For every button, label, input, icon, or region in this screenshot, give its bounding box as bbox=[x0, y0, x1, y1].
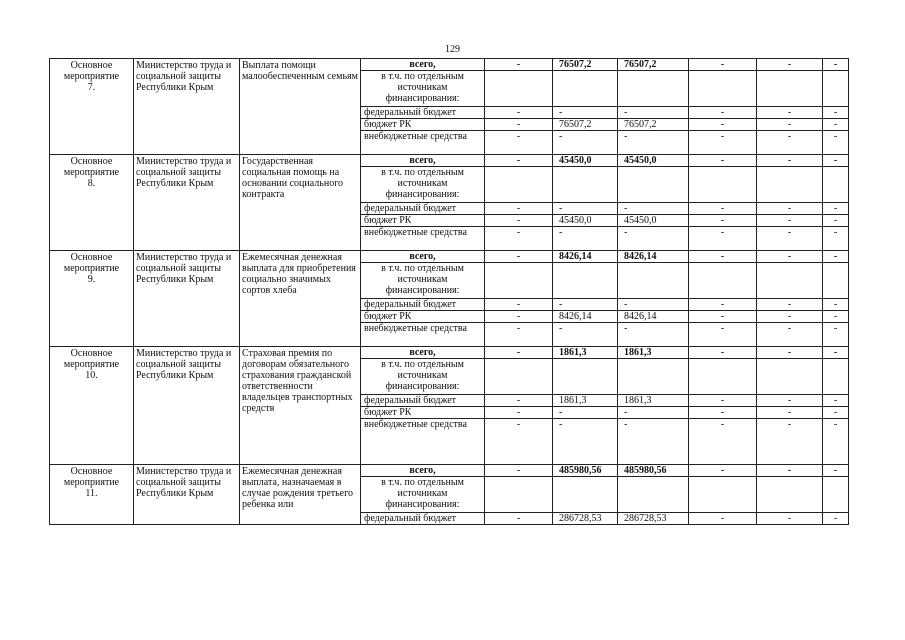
value-cell: - bbox=[823, 203, 849, 215]
value-cell: - bbox=[823, 131, 849, 155]
responsible-executor-cell: Министерство труда и социальной защиты Республики Крым bbox=[134, 155, 240, 251]
value-cell: - bbox=[618, 227, 689, 251]
value-cell: - bbox=[823, 119, 849, 131]
value-cell: - bbox=[689, 107, 757, 119]
value-cell bbox=[553, 71, 618, 107]
table-row bbox=[50, 347, 849, 359]
value-cell: - bbox=[485, 347, 553, 359]
funding-source-label: внебюджетные средства bbox=[361, 227, 485, 251]
value-cell: - bbox=[485, 299, 553, 311]
value-cell: - bbox=[689, 419, 757, 465]
event-line: 11. bbox=[85, 488, 98, 499]
funding-source-label: всего, bbox=[361, 155, 485, 167]
value-cell bbox=[689, 359, 757, 395]
value-cell: - bbox=[757, 227, 823, 251]
funding-source-label: бюджет РК bbox=[361, 215, 485, 227]
value-cell: - bbox=[823, 251, 849, 263]
value-cell: - bbox=[757, 215, 823, 227]
funding-source-label: в т.ч. по отдельным источникам финансирования: bbox=[361, 71, 485, 107]
value-cell: 1861,3 bbox=[553, 347, 618, 359]
value-cell bbox=[689, 477, 757, 513]
value-cell: - bbox=[689, 311, 757, 323]
funding-source-label: в т.ч. по отдельным источникам финансирования: bbox=[361, 263, 485, 299]
value-cell: - bbox=[618, 203, 689, 215]
value-cell: - bbox=[757, 465, 823, 477]
value-cell: - bbox=[823, 395, 849, 407]
value-cell bbox=[618, 167, 689, 203]
value-cell: - bbox=[485, 407, 553, 419]
value-cell: - bbox=[618, 107, 689, 119]
event-description-cell: Выплата помощи малообеспеченным семьям bbox=[240, 59, 361, 155]
value-cell: - bbox=[618, 419, 689, 465]
value-cell: 1861,3 bbox=[618, 395, 689, 407]
event-line: мероприятие bbox=[63, 167, 120, 178]
value-cell: 1861,3 bbox=[618, 347, 689, 359]
value-cell: 76507,2 bbox=[618, 119, 689, 131]
value-cell: - bbox=[485, 131, 553, 155]
budget-table bbox=[49, 58, 849, 525]
value-cell bbox=[618, 359, 689, 395]
value-cell: - bbox=[689, 395, 757, 407]
event-cell bbox=[50, 465, 134, 525]
value-cell: - bbox=[823, 419, 849, 465]
table-row bbox=[50, 59, 849, 71]
funding-source-label: в т.ч. по отдельным источникам финансирования: bbox=[361, 359, 485, 395]
event-line: Основное bbox=[70, 466, 113, 477]
value-cell: - bbox=[485, 323, 553, 347]
value-cell bbox=[553, 359, 618, 395]
value-cell: - bbox=[485, 465, 553, 477]
value-cell: - bbox=[485, 227, 553, 251]
value-cell: - bbox=[757, 203, 823, 215]
value-cell: - bbox=[757, 251, 823, 263]
value-cell: 286728,53 bbox=[618, 513, 689, 525]
value-cell: - bbox=[553, 203, 618, 215]
value-cell: - bbox=[757, 419, 823, 465]
value-cell: 485980,56 bbox=[553, 465, 618, 477]
table-body bbox=[50, 59, 849, 525]
table-row bbox=[50, 155, 849, 167]
value-cell: - bbox=[553, 407, 618, 419]
value-cell: - bbox=[689, 215, 757, 227]
value-cell: - bbox=[689, 407, 757, 419]
value-cell: - bbox=[689, 465, 757, 477]
value-cell: 76507,2 bbox=[553, 59, 618, 71]
value-cell bbox=[618, 71, 689, 107]
event-line: мероприятие bbox=[63, 477, 120, 488]
funding-source-label: федеральный бюджет bbox=[361, 299, 485, 311]
value-cell bbox=[689, 71, 757, 107]
value-cell: - bbox=[553, 419, 618, 465]
value-cell: - bbox=[485, 513, 553, 525]
value-cell: - bbox=[757, 513, 823, 525]
event-line: Основное bbox=[70, 156, 113, 167]
value-cell: - bbox=[689, 251, 757, 263]
event-cell bbox=[50, 251, 134, 347]
funding-source-label: федеральный бюджет bbox=[361, 203, 485, 215]
funding-source-label: всего, bbox=[361, 251, 485, 263]
value-cell: - bbox=[485, 419, 553, 465]
responsible-executor-cell: Министерство труда и социальной защиты Республики Крым bbox=[134, 465, 240, 525]
value-cell: - bbox=[553, 323, 618, 347]
value-cell: - bbox=[823, 299, 849, 311]
value-cell: - bbox=[485, 395, 553, 407]
value-cell: 45450,0 bbox=[553, 215, 618, 227]
value-cell bbox=[757, 167, 823, 203]
event-description-cell: Государственная социальная помощь на основании социального контракта bbox=[240, 155, 361, 251]
value-cell: - bbox=[553, 299, 618, 311]
funding-source-label: всего, bbox=[361, 465, 485, 477]
event-line: мероприятие bbox=[63, 359, 120, 370]
value-cell: - bbox=[689, 513, 757, 525]
value-cell bbox=[823, 71, 849, 107]
value-cell: - bbox=[823, 227, 849, 251]
value-cell bbox=[757, 359, 823, 395]
value-cell: 45450,0 bbox=[553, 155, 618, 167]
value-cell: - bbox=[485, 59, 553, 71]
value-cell: - bbox=[757, 407, 823, 419]
value-cell: - bbox=[689, 227, 757, 251]
value-cell: - bbox=[757, 323, 823, 347]
value-cell: - bbox=[757, 119, 823, 131]
value-cell: - bbox=[689, 347, 757, 359]
value-cell: 8426,14 bbox=[618, 311, 689, 323]
funding-source-label: бюджет РК bbox=[361, 407, 485, 419]
value-cell: - bbox=[485, 155, 553, 167]
value-cell: - bbox=[757, 299, 823, 311]
value-cell: - bbox=[823, 59, 849, 71]
value-cell: - bbox=[485, 203, 553, 215]
value-cell: - bbox=[823, 347, 849, 359]
value-cell: - bbox=[485, 107, 553, 119]
value-cell: - bbox=[689, 155, 757, 167]
funding-source-label: внебюджетные средства bbox=[361, 131, 485, 155]
value-cell bbox=[823, 359, 849, 395]
value-cell: - bbox=[823, 311, 849, 323]
funding-source-label: всего, bbox=[361, 347, 485, 359]
value-cell: - bbox=[823, 407, 849, 419]
event-cell bbox=[50, 347, 134, 465]
event-cell bbox=[50, 59, 134, 155]
value-cell bbox=[485, 71, 553, 107]
page-number: 129 bbox=[445, 44, 460, 55]
value-cell: - bbox=[823, 215, 849, 227]
value-cell: - bbox=[689, 59, 757, 71]
event-line: Основное bbox=[70, 348, 113, 359]
event-line: мероприятие bbox=[63, 71, 120, 82]
value-cell bbox=[485, 359, 553, 395]
value-cell: 45450,0 bbox=[618, 155, 689, 167]
value-cell bbox=[485, 167, 553, 203]
value-cell: - bbox=[757, 107, 823, 119]
funding-source-label: бюджет РК bbox=[361, 311, 485, 323]
value-cell: 76507,2 bbox=[553, 119, 618, 131]
value-cell bbox=[618, 477, 689, 513]
value-cell: 8426,14 bbox=[553, 311, 618, 323]
value-cell bbox=[689, 167, 757, 203]
value-cell bbox=[823, 167, 849, 203]
value-cell: 1861,3 bbox=[553, 395, 618, 407]
value-cell: - bbox=[757, 131, 823, 155]
event-line: 9. bbox=[87, 274, 96, 285]
value-cell: - bbox=[823, 465, 849, 477]
value-cell: 8426,14 bbox=[553, 251, 618, 263]
funding-source-label: федеральный бюджет bbox=[361, 395, 485, 407]
funding-source-label: федеральный бюджет bbox=[361, 513, 485, 525]
value-cell bbox=[757, 71, 823, 107]
budget-table-wrapper bbox=[49, 58, 849, 525]
value-cell bbox=[757, 477, 823, 513]
value-cell: - bbox=[757, 347, 823, 359]
event-line: мероприятие bbox=[63, 263, 120, 274]
value-cell: - bbox=[757, 395, 823, 407]
value-cell: - bbox=[485, 119, 553, 131]
value-cell: - bbox=[689, 131, 757, 155]
funding-source-label: бюджет РК bbox=[361, 119, 485, 131]
value-cell: 45450,0 bbox=[618, 215, 689, 227]
value-cell: 286728,53 bbox=[553, 513, 618, 525]
value-cell: - bbox=[618, 407, 689, 419]
event-line: 8. bbox=[87, 178, 96, 189]
value-cell: - bbox=[553, 131, 618, 155]
value-cell: - bbox=[689, 323, 757, 347]
event-description-cell: Ежемесячная денежная выплата, назначаемая в случае рождения третьего ребенка или bbox=[240, 465, 361, 525]
value-cell bbox=[689, 263, 757, 299]
value-cell: - bbox=[553, 227, 618, 251]
responsible-executor-cell: Министерство труда и социальной защиты Республики Крым bbox=[134, 59, 240, 155]
funding-source-label: в т.ч. по отдельным источникам финансирования: bbox=[361, 477, 485, 513]
value-cell: - bbox=[757, 155, 823, 167]
value-cell bbox=[553, 263, 618, 299]
funding-source-label: в т.ч. по отдельным источникам финансирования: bbox=[361, 167, 485, 203]
value-cell: - bbox=[757, 59, 823, 71]
value-cell bbox=[757, 263, 823, 299]
value-cell: 485980,56 bbox=[618, 465, 689, 477]
value-cell: - bbox=[689, 203, 757, 215]
event-line: 7. bbox=[87, 82, 96, 93]
responsible-executor-cell: Министерство труда и социальной защиты Республики Крым bbox=[134, 347, 240, 465]
table-row bbox=[50, 251, 849, 263]
responsible-executor-cell: Министерство труда и социальной защиты Республики Крым bbox=[134, 251, 240, 347]
value-cell: - bbox=[823, 323, 849, 347]
value-cell bbox=[553, 477, 618, 513]
value-cell bbox=[823, 477, 849, 513]
value-cell: - bbox=[485, 215, 553, 227]
value-cell: - bbox=[823, 107, 849, 119]
value-cell: - bbox=[618, 323, 689, 347]
value-cell: - bbox=[689, 299, 757, 311]
table-row bbox=[50, 465, 849, 477]
event-line: 10. bbox=[85, 370, 98, 381]
value-cell: - bbox=[485, 251, 553, 263]
value-cell bbox=[485, 477, 553, 513]
funding-source-label: всего, bbox=[361, 59, 485, 71]
value-cell bbox=[823, 263, 849, 299]
funding-source-label: внебюджетные средства bbox=[361, 419, 485, 465]
value-cell: - bbox=[618, 131, 689, 155]
value-cell: - bbox=[823, 513, 849, 525]
value-cell: 8426,14 bbox=[618, 251, 689, 263]
funding-source-label: внебюджетные средства bbox=[361, 323, 485, 347]
value-cell bbox=[485, 263, 553, 299]
value-cell: 76507,2 bbox=[618, 59, 689, 71]
event-description-cell: Страховая премия по договорам обязательного страхования гражданской ответственности владельцев транспортных средств bbox=[240, 347, 361, 465]
event-description-cell: Ежемесячная денежная выплата для приобретения социально значимых сортов хлеба bbox=[240, 251, 361, 347]
funding-source-label: федеральный бюджет bbox=[361, 107, 485, 119]
event-line: Основное bbox=[70, 252, 113, 263]
value-cell: - bbox=[618, 299, 689, 311]
value-cell bbox=[618, 263, 689, 299]
value-cell bbox=[553, 167, 618, 203]
value-cell: - bbox=[757, 311, 823, 323]
event-cell bbox=[50, 155, 134, 251]
event-line: Основное bbox=[70, 60, 113, 71]
value-cell: - bbox=[823, 155, 849, 167]
value-cell: - bbox=[553, 107, 618, 119]
value-cell: - bbox=[485, 311, 553, 323]
value-cell: - bbox=[689, 119, 757, 131]
